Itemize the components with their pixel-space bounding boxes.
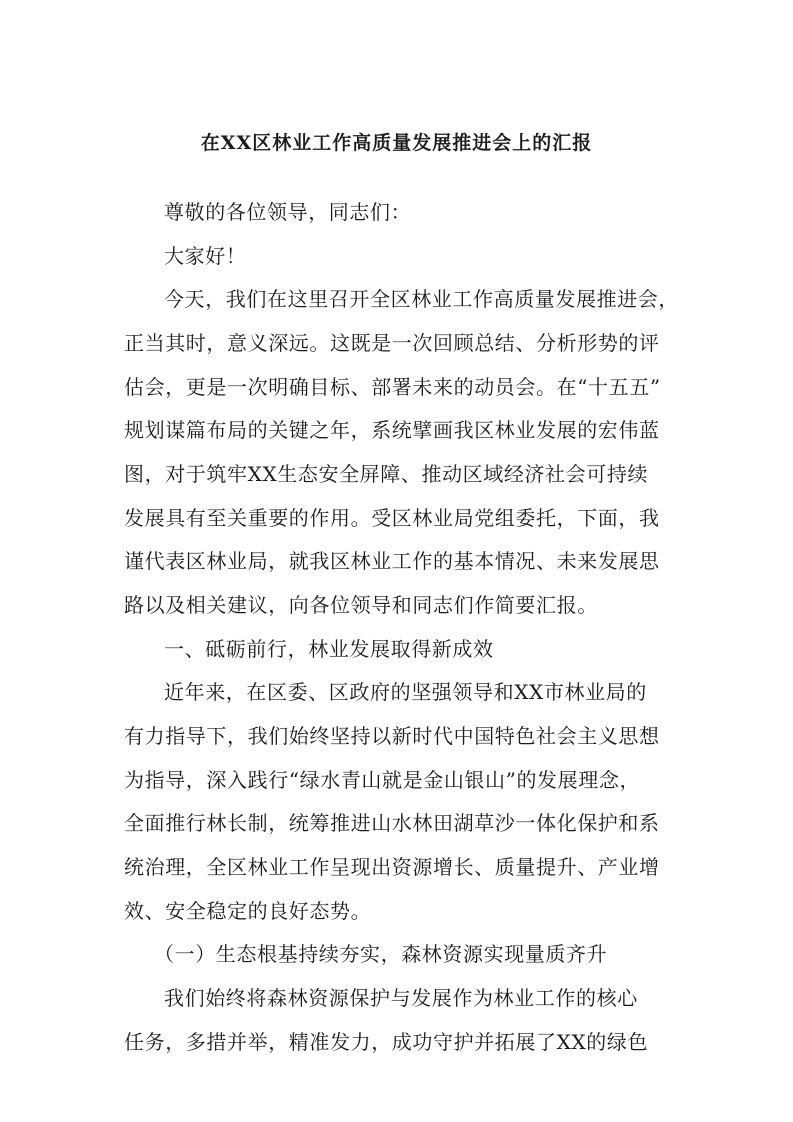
paragraph-line: 路以及相关建议，向各位领导和同志们作简要汇报。 [124, 593, 598, 617]
greeting: 大家好！ [164, 244, 247, 268]
paragraph-line: 全面推行林长制，统筹推进山水林田湖草沙一体化保护和系 [124, 811, 660, 835]
paragraph-line: 近年来，在区委、区政府的坚强领导和XX市林业局的 [164, 680, 647, 704]
paragraph-line: 效、安全稳定的良好态势。 [124, 899, 372, 923]
section-heading: 一、砥砺前行，林业发展取得新成效 [164, 637, 494, 661]
paragraph-line: 任务，多措并举，精准发力，成功守护并拓展了XX的绿色 [124, 1030, 649, 1054]
paragraph-line: 正当其时，意义深远。这既是一次回顾总结、分析形势的评 [124, 331, 660, 355]
subsection-heading: （一）生态根基持续夯实，森林资源实现量质齐升 [154, 942, 608, 966]
paragraph-line: 我们始终将森林资源保护与发展作为林业工作的核心 [164, 986, 638, 1010]
paragraph-line: 今天，我们在这里召开全区林业工作高质量发展推进会， [164, 287, 679, 311]
paragraph-line: 图，对于筑牢XX生态安全屏障、推动区域经济社会可持续 [124, 462, 649, 486]
document-title: 在XX区林业工作高质量发展推进会上的汇报 [200, 132, 593, 154]
paragraph-line: 发展具有至关重要的作用。受区林业局党组委托，下面，我 [124, 506, 660, 530]
paragraph-line: 统治理，全区林业工作呈现出资源增长、质量提升、产业增 [124, 855, 660, 879]
paragraph-line: 谨代表区林业局，就我区林业工作的基本情况、未来发展思 [124, 549, 660, 573]
paragraph-line: 规划谋篇布局的关键之年，系统擘画我区林业发展的宏伟蓝 [124, 418, 660, 442]
paragraph-line: 有力指导下，我们始终坚持以新时代中国特色社会主义思想 [124, 724, 660, 748]
paragraph-line: 估会，更是一次明确目标、部署未来的动员会。在“十五五” [124, 375, 661, 399]
paragraph-line: 为指导，深入践行“绿水青山就是金山银山”的发展理念， [124, 768, 641, 792]
salutation: 尊敬的各位领导，同志们： [164, 200, 412, 224]
